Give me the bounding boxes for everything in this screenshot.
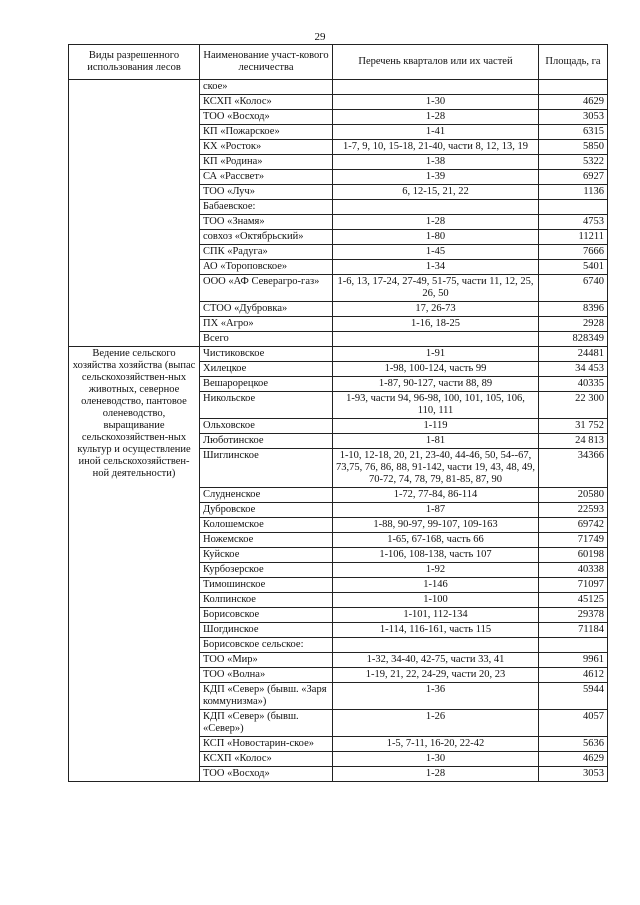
quarters-cell: 1-28 (333, 767, 539, 782)
area-cell: 71097 (539, 578, 608, 593)
header-use: Виды разрешенного использования лесов (69, 45, 200, 80)
area-cell: 8396 (539, 302, 608, 317)
district-cell: Борисовское (200, 608, 333, 623)
quarters-cell: 1-146 (333, 578, 539, 593)
district-cell: КДП «Север» (бывш. «Север») (200, 710, 333, 737)
use-cell: Ведение сельского хозяйства хозяйства (выпас сельскохозяйствен-ных животных, северное оленеводство, пантовое оленеводство, выращивание сельскохозяйствен-ных культур и осуществление иной сельскохозяйствен-ной деятельности) (69, 347, 200, 782)
area-cell (539, 80, 608, 95)
district-cell: Шиглинское (200, 449, 333, 488)
district-cell: Ольховское (200, 419, 333, 434)
quarters-cell: 1-5, 7-11, 16-20, 22-42 (333, 737, 539, 752)
quarters-cell: 1-114, 116-161, часть 115 (333, 623, 539, 638)
area-cell: 34366 (539, 449, 608, 488)
area-cell: 4612 (539, 668, 608, 683)
district-cell: ТОО «Восход» (200, 110, 333, 125)
quarters-cell (333, 80, 539, 95)
area-cell: 5401 (539, 260, 608, 275)
area-cell: 5322 (539, 155, 608, 170)
area-cell: 6740 (539, 275, 608, 302)
area-cell: 24481 (539, 347, 608, 362)
quarters-cell: 1-119 (333, 419, 539, 434)
quarters-cell: 1-28 (333, 215, 539, 230)
district-cell: Куйское (200, 548, 333, 563)
district-cell: ТОО «Мир» (200, 653, 333, 668)
quarters-cell: 1-80 (333, 230, 539, 245)
quarters-cell: 1-26 (333, 710, 539, 737)
area-cell: 71184 (539, 623, 608, 638)
district-cell: Колпинское (200, 593, 333, 608)
quarters-cell: 1-41 (333, 125, 539, 140)
area-cell: 9961 (539, 653, 608, 668)
header-quarters: Перечень кварталов или их частей (333, 45, 539, 80)
quarters-cell: 1-93, части 94, 96-98, 100, 101, 105, 106, 110, 111 (333, 392, 539, 419)
district-cell: Слудненское (200, 488, 333, 503)
quarters-cell (333, 332, 539, 347)
district-cell: КП «Пожарское» (200, 125, 333, 140)
area-cell: 5636 (539, 737, 608, 752)
area-cell: 2928 (539, 317, 608, 332)
district-cell: Вешарорецкое (200, 377, 333, 392)
quarters-cell (333, 200, 539, 215)
district-cell: Шогдинское (200, 623, 333, 638)
district-cell: Хилецкое (200, 362, 333, 377)
district-cell: ское» (200, 80, 333, 95)
area-cell: 5850 (539, 140, 608, 155)
quarters-cell: 6, 12-15, 21, 22 (333, 185, 539, 200)
quarters-cell: 1-72, 77-84, 86-114 (333, 488, 539, 503)
quarters-cell: 1-98, 100-124, часть 99 (333, 362, 539, 377)
district-cell: Бабаевское: (200, 200, 333, 215)
quarters-cell: 1-100 (333, 593, 539, 608)
quarters-cell: 1-106, 108-138, часть 107 (333, 548, 539, 563)
district-cell: КХ «Росток» (200, 140, 333, 155)
quarters-cell: 1-19, 21, 22, 24-29, части 20, 23 (333, 668, 539, 683)
quarters-cell: 1-101, 112-134 (333, 608, 539, 623)
quarters-cell: 1-81 (333, 434, 539, 449)
use-cell (69, 80, 200, 347)
area-cell: 24 813 (539, 434, 608, 449)
header-district: Наименование участ-кового лесничества (200, 45, 333, 80)
quarters-cell: 1-30 (333, 95, 539, 110)
district-cell: Ножемское (200, 533, 333, 548)
area-cell (539, 638, 608, 653)
district-cell: Люботинское (200, 434, 333, 449)
district-cell: СА «Рассвет» (200, 170, 333, 185)
quarters-cell: 17, 26-73 (333, 302, 539, 317)
area-cell: 69742 (539, 518, 608, 533)
district-cell: СТОО «Дубровка» (200, 302, 333, 317)
district-cell: Курбозерское (200, 563, 333, 578)
area-cell: 7666 (539, 245, 608, 260)
district-cell: ТОО «Восход» (200, 767, 333, 782)
district-cell: ТОО «Луч» (200, 185, 333, 200)
district-cell: КСП «Новостарин-ское» (200, 737, 333, 752)
area-cell: 3053 (539, 110, 608, 125)
district-cell: ПХ «Агро» (200, 317, 333, 332)
district-cell: Дубровское (200, 503, 333, 518)
area-cell: 71749 (539, 533, 608, 548)
district-cell: СПК «Радуга» (200, 245, 333, 260)
quarters-cell: 1-6, 13, 17-24, 27-49, 51-75, части 11, 12, 25, 26, 50 (333, 275, 539, 302)
district-cell: КДП «Север» (бывш. «Заря коммунизма») (200, 683, 333, 710)
district-cell: КП «Родина» (200, 155, 333, 170)
district-cell: ТОО «Знамя» (200, 215, 333, 230)
area-cell: 11211 (539, 230, 608, 245)
quarters-cell: 1-34 (333, 260, 539, 275)
quarters-cell: 1-7, 9, 10, 15-18, 21-40, части 8, 12, 13, 19 (333, 140, 539, 155)
table-row (69, 80, 608, 95)
quarters-cell: 1-65, 67-168, часть 66 (333, 533, 539, 548)
area-cell: 1136 (539, 185, 608, 200)
area-cell: 40335 (539, 377, 608, 392)
quarters-cell: 1-39 (333, 170, 539, 185)
quarters-cell: 1-36 (333, 683, 539, 710)
area-cell: 4629 (539, 95, 608, 110)
district-cell: Никольское (200, 392, 333, 419)
area-cell: 20580 (539, 488, 608, 503)
quarters-cell (333, 638, 539, 653)
district-cell: Чистиковское (200, 347, 333, 362)
table-header-row (69, 45, 608, 80)
table-row (69, 347, 608, 362)
quarters-cell: 1-92 (333, 563, 539, 578)
area-cell: 45125 (539, 593, 608, 608)
area-cell (539, 200, 608, 215)
district-cell: Всего (200, 332, 333, 347)
area-cell: 4753 (539, 215, 608, 230)
area-cell: 31 752 (539, 419, 608, 434)
quarters-cell: 1-28 (333, 110, 539, 125)
district-cell: КСХП «Колос» (200, 95, 333, 110)
quarters-cell: 1-38 (333, 155, 539, 170)
header-area: Площадь, га (539, 45, 608, 80)
area-cell: 3053 (539, 767, 608, 782)
area-cell: 6315 (539, 125, 608, 140)
quarters-cell: 1-88, 90-97, 99-107, 109-163 (333, 518, 539, 533)
quarters-cell: 1-16, 18-25 (333, 317, 539, 332)
district-cell: Борисовское сельское: (200, 638, 333, 653)
district-cell: АО «Тороповское» (200, 260, 333, 275)
area-cell: 22 300 (539, 392, 608, 419)
area-cell: 34 453 (539, 362, 608, 377)
district-cell: ООО «АФ Северагро-газ» (200, 275, 333, 302)
area-cell: 828349 (539, 332, 608, 347)
area-cell: 40338 (539, 563, 608, 578)
quarters-cell: 1-87 (333, 503, 539, 518)
district-cell: Тимошинское (200, 578, 333, 593)
quarters-cell: 1-32, 34-40, 42-75, части 33, 41 (333, 653, 539, 668)
district-cell: Колошемское (200, 518, 333, 533)
quarters-cell: 1-30 (333, 752, 539, 767)
area-cell: 6927 (539, 170, 608, 185)
district-cell: совхоз «Октябрьский» (200, 230, 333, 245)
district-cell: ТОО «Волна» (200, 668, 333, 683)
forest-use-table (68, 44, 608, 782)
area-cell: 4629 (539, 752, 608, 767)
quarters-cell: 1-91 (333, 347, 539, 362)
area-cell: 4057 (539, 710, 608, 737)
area-cell: 29378 (539, 608, 608, 623)
area-cell: 5944 (539, 683, 608, 710)
quarters-cell: 1-10, 12-18, 20, 21, 23-40, 44-46, 50, 54--67, 73,75, 76, 86, 88, 91-142, части 19, 43, 48, 49, 70-72, 74, 78, 79, 81-85, 87, 90 (333, 449, 539, 488)
table-body (69, 80, 608, 782)
page-number: 29 (314, 31, 326, 43)
quarters-cell: 1-87, 90-127, части 88, 89 (333, 377, 539, 392)
quarters-cell: 1-45 (333, 245, 539, 260)
district-cell: КСХП «Колос» (200, 752, 333, 767)
area-cell: 60198 (539, 548, 608, 563)
area-cell: 22593 (539, 503, 608, 518)
